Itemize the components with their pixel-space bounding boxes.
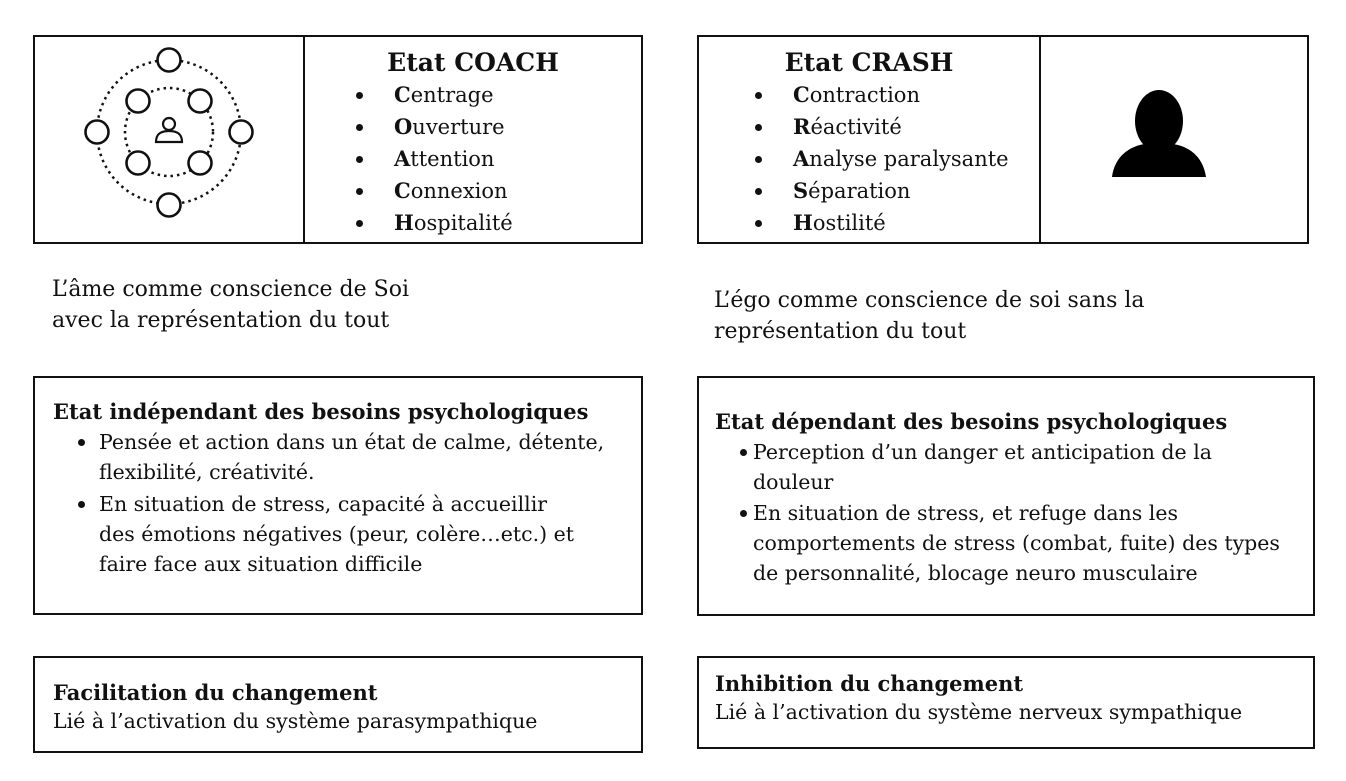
crash-list-cell — [699, 37, 1041, 242]
list-item: En situation de stress, capacité à accueillir des émotions négatives (peur, colère…etc.) et faire face aux situation difficile — [53, 489, 641, 579]
list-item: Contraction — [755, 79, 1039, 111]
person-silhouette-icon — [1041, 37, 1307, 242]
list-item: Réactivité — [755, 111, 1039, 143]
coach-change-text: Lié à l’activation du système parasympathique — [53, 709, 538, 733]
crash-acronym-list — [755, 79, 1039, 239]
list-item: Connexion — [356, 175, 641, 207]
coach-acronym-list — [356, 79, 641, 239]
people-circle-icon — [35, 37, 305, 242]
list-item: Attention — [356, 143, 641, 175]
coach-change-heading: Facilitation du changement — [53, 680, 378, 705]
crash-needs-box — [697, 376, 1315, 616]
list-item: En situation de stress, et refuge dans les comportements de stress (combat, fuite) des types de personnalité, blocage neuro musculaire — [715, 498, 1313, 588]
crash-title: Etat CRASH — [784, 48, 954, 77]
coach-change-box — [33, 656, 643, 753]
coach-list-cell — [305, 37, 641, 242]
coach-needs-box — [33, 376, 643, 615]
coach-needs-list — [53, 427, 641, 579]
coach-caption: L’âme comme conscience de Soi avec la représentation du tout — [52, 277, 409, 333]
list-item: Centrage — [356, 79, 641, 111]
crash-change-box — [697, 656, 1315, 749]
crash-needs-list — [715, 437, 1313, 588]
list-item: Séparation — [755, 175, 1039, 207]
crash-caption: L’égo comme conscience de soi sans la représentation du tout — [714, 288, 1145, 344]
list-item: Perception d’un danger et anticipation de la douleur — [715, 437, 1313, 497]
crash-icon-cell — [1041, 37, 1307, 242]
crash-change-heading: Inhibition du changement — [715, 671, 1024, 696]
crash-state-box — [697, 35, 1309, 244]
list-item: Analyse paralysante — [755, 143, 1039, 175]
coach-state-box — [33, 35, 643, 244]
list-item: Hostilité — [755, 207, 1039, 239]
coach-title: Etat COACH — [387, 48, 559, 77]
coach-needs-heading: Etat indépendant des besoins psychologiques — [53, 399, 589, 424]
coach-icon-cell — [35, 37, 305, 242]
crash-needs-heading: Etat dépendant des besoins psychologiques — [715, 409, 1228, 434]
list-item: Ouverture — [356, 111, 641, 143]
crash-change-text: Lié à l’activation du système nerveux sympathique — [715, 700, 1243, 724]
list-item: Hospitalité — [356, 207, 641, 239]
list-item: Pensée et action dans un état de calme, détente, flexibilité, créativité. — [53, 427, 641, 487]
